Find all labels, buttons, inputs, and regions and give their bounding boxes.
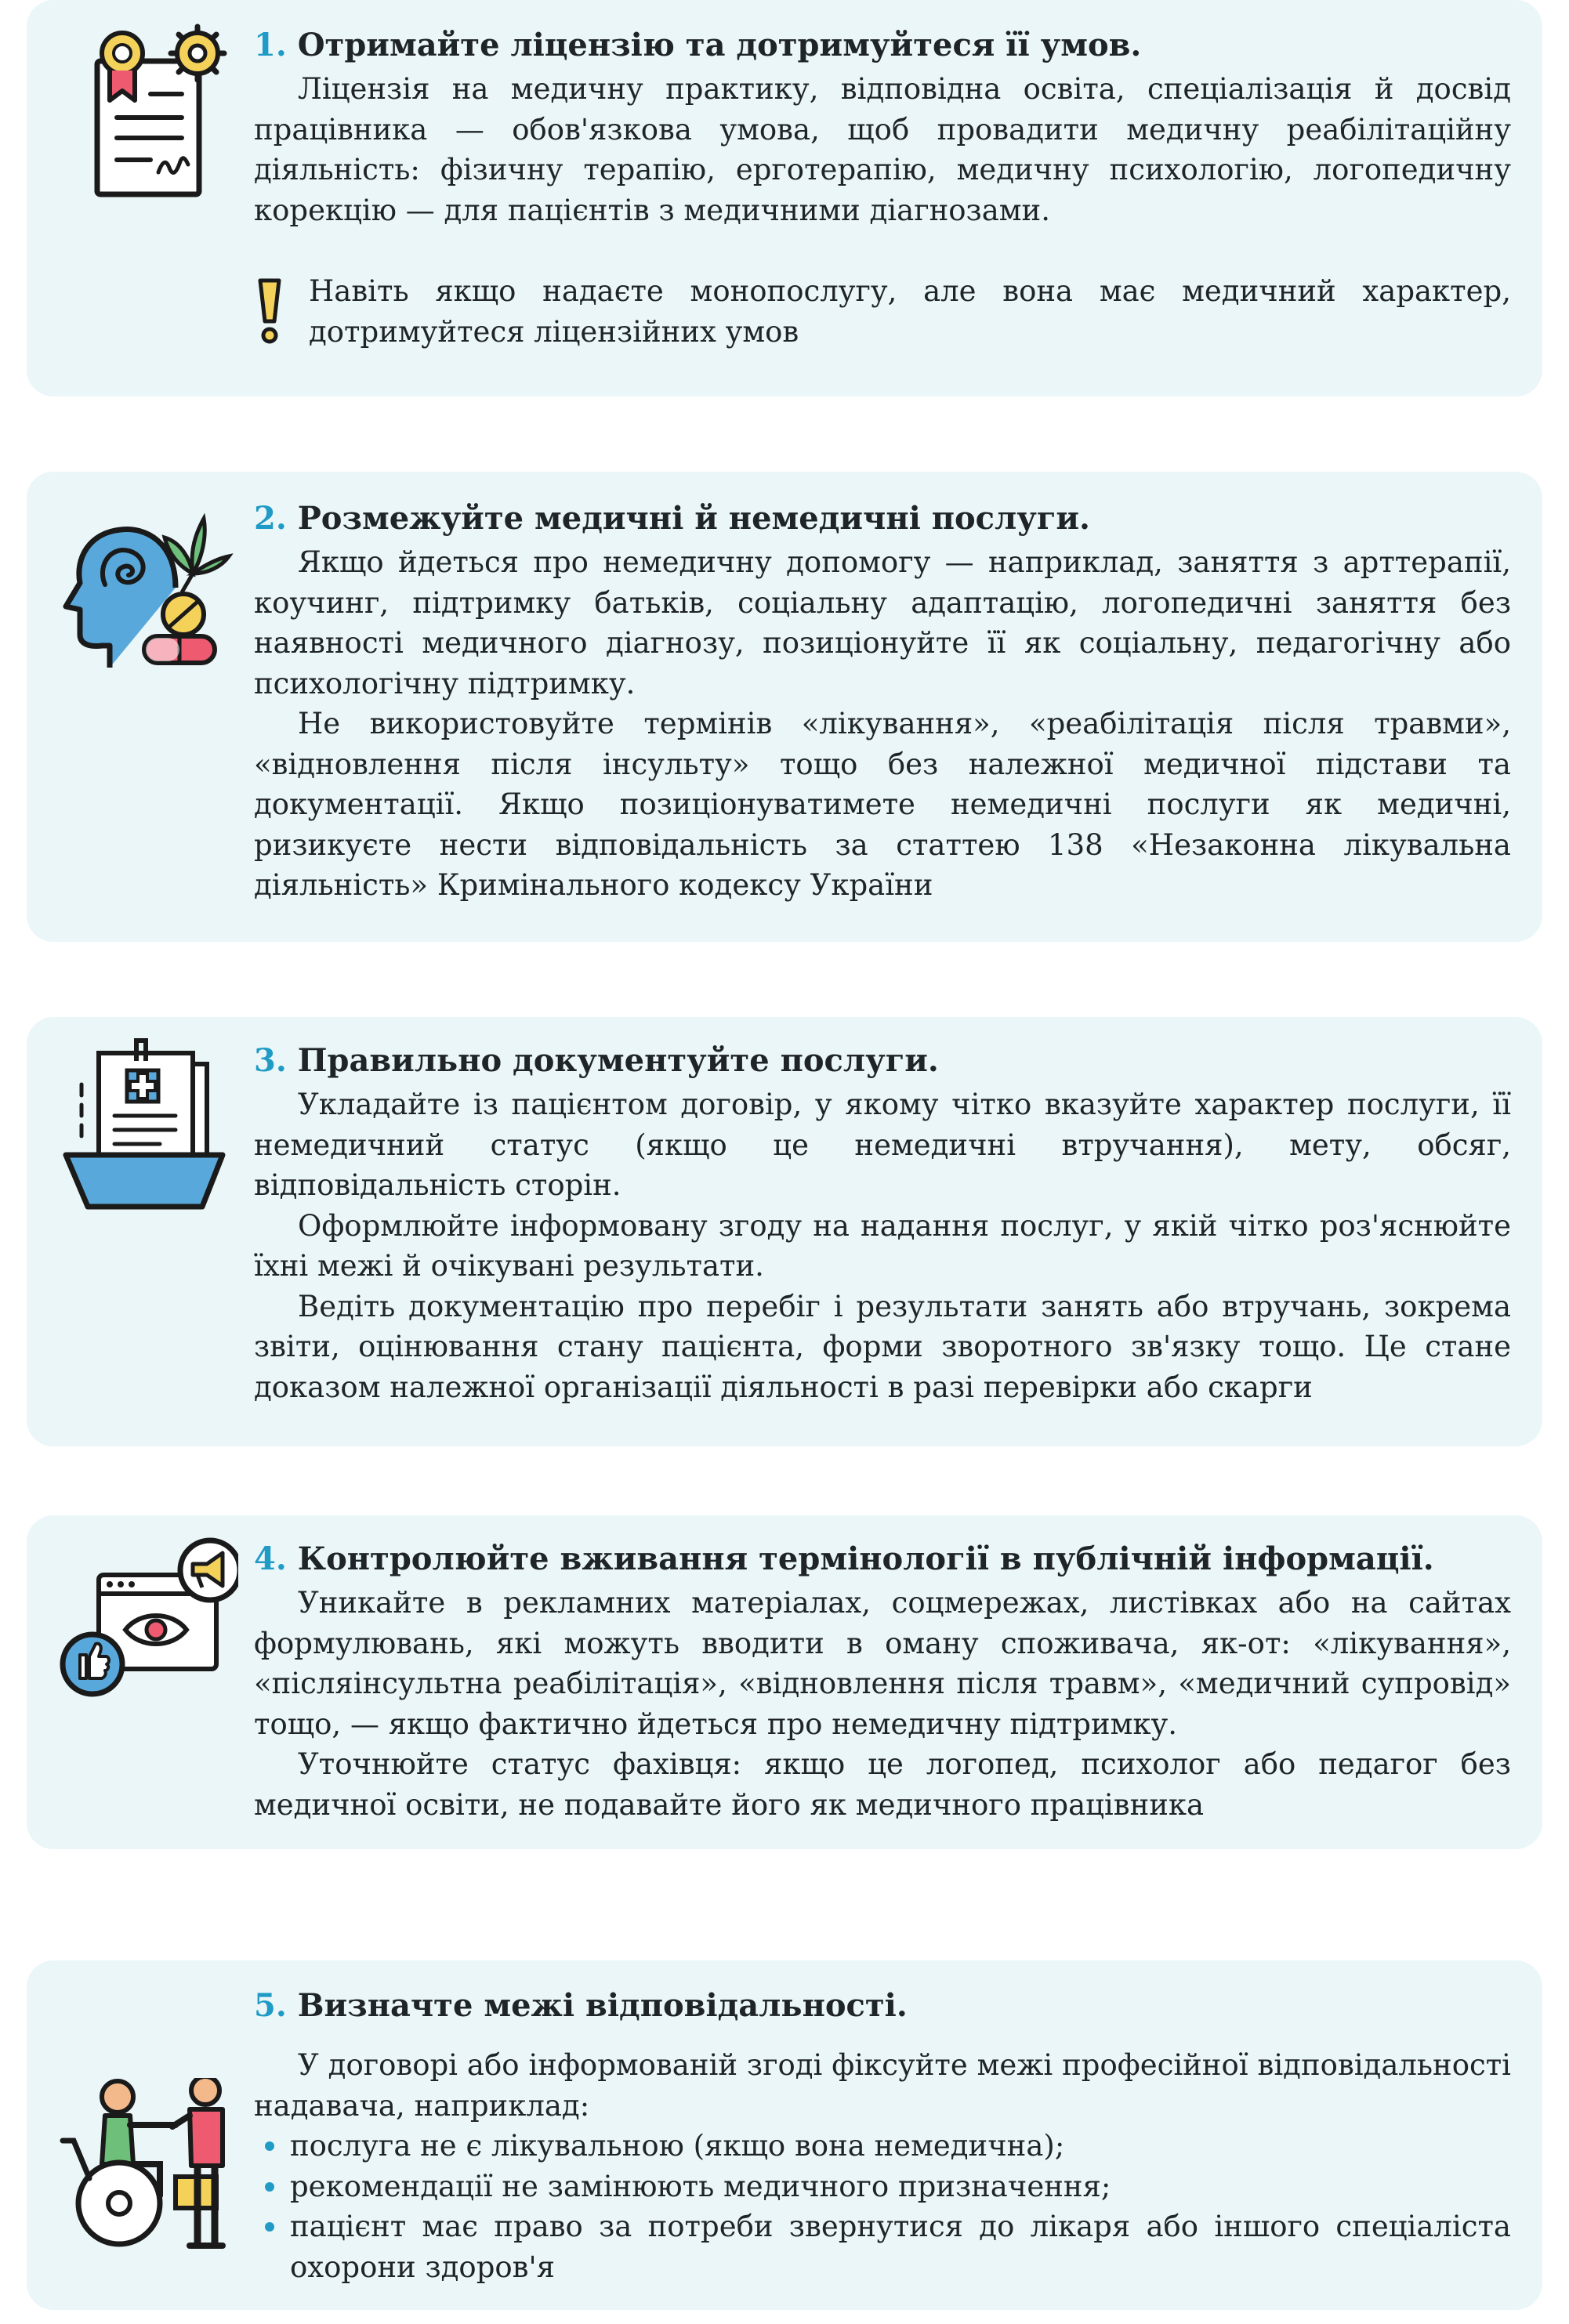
section-1-content — [254, 22, 1511, 352]
section-number: 3. — [254, 1042, 287, 1079]
section-paragraph: Укладайте із пацієнтом договір, у якому чітко вказуйте характер послуги, її немедичний статус (якщо це немедичні втручання), мету, обсяг, відповідальність сторін. — [254, 1088, 1511, 1202]
section-number: 2. — [254, 500, 287, 537]
section-title-text: Визначте межі відповідальності. — [297, 1987, 908, 2024]
mind-herb-pill-icon — [58, 495, 238, 679]
section-5-content — [254, 1982, 1511, 2287]
section-2-card — [27, 472, 1542, 942]
warning-note-text: Навіть якщо надаєте монопослугу, але вона має медичний характер, дотримуйтеся ліцензійних умов — [309, 274, 1511, 349]
warning-note — [254, 271, 1511, 352]
bullet-icon — [265, 2222, 274, 2232]
list-item — [254, 2206, 1511, 2287]
wheelchair-assistance-icon — [58, 2078, 238, 2261]
section-number: 5. — [254, 1987, 287, 2024]
list-item-text: пацієнт має право за потреби звернутися до лікаря або іншого спеціаліста охорони здоров'я — [290, 2210, 1511, 2284]
section-paragraph: Ліцензія на медичну практику, відповідна освіта, спеціалізація й досвід працівника — обов'язкова умова, щоб провадити медичну реабілітаційну діяльність: фізичну терапію, ерготерапію, медичну психологію, логопедичну корекцію — для пацієнтів з медичними діагнозами. — [254, 72, 1511, 227]
section-3-content — [254, 1037, 1511, 1407]
medical-folder-icon — [58, 1037, 238, 1221]
list-item — [254, 2126, 1511, 2167]
exclamation-icon — [254, 276, 285, 346]
section-paragraph: У договорі або інформованій згоді фіксуйте межі професійної відповідальності надавача, наприклад: — [254, 2048, 1511, 2123]
section-3-card — [27, 1017, 1542, 1446]
section-paragraph: Уникайте в рекламних матеріалах, соцмережах, листівках або на сайтах формулювань, які можуть вводити в оману споживача, як-от: «лікування», «післяінсультна реабілітація», «відновлення після травм», «медичний супровід» тощо, — якщо фактично йдеться про немедичну підтримку. — [254, 1586, 1511, 1741]
section-title-text: Контролюйте вживання термінології в публічній інформації. — [297, 1540, 1434, 1577]
section-paragraph: Не використовуйте термінів «лікування», «реабілітація після травми», «відновлення після інсульту» тощо без належної медичної підстави та документації. Якщо позиціонуватимете немедичні послуги як медичні, ризикуєте нести відповідальність за статтею 138 «Незаконна лікувальна діяльність» Кримінального кодексу України — [254, 707, 1511, 902]
section-paragraph: Ведіть документацію про перебіг і результати занять або втручань, зокрема звіти, оцінювання стану пацієнта, форми зворотного зв'язку тощо. Це стане доказом належної організації діяльності в разі перевірки або скарги — [254, 1289, 1511, 1404]
responsibility-list — [254, 2126, 1511, 2287]
section-title — [254, 1982, 1511, 2029]
section-title — [254, 495, 1511, 542]
section-1-card — [27, 0, 1542, 396]
section-title — [254, 1536, 1511, 1583]
section-title — [254, 22, 1511, 69]
web-marketing-icon — [58, 1536, 238, 1719]
section-paragraph: Якщо йдеться про немедичну допомогу — наприклад, заняття з арттерапії, коучинг, підтримку батьків, соціальну адаптацію, логопедичні заняття без наявності медичного діагнозу, позиціонуйте її як соціальну, педагогічну або психологічну підтримку. — [254, 545, 1511, 700]
section-5-card — [27, 1960, 1542, 2310]
bullet-icon — [265, 2141, 274, 2151]
section-title-text: Отримайте ліцензію та дотримуйтеся її умов. — [297, 27, 1142, 63]
list-item-text: рекомендації не замінюють медичного призначення; — [290, 2169, 1111, 2203]
section-title-text: Правильно документуйте послуги. — [297, 1042, 939, 1079]
license-certificate-icon — [58, 22, 230, 205]
bullet-icon — [265, 2182, 274, 2192]
list-item-text: послуга не є лікувальною (якщо вона немедична); — [290, 2129, 1065, 2163]
section-paragraph: Уточнюйте статус фахівця: якщо це логопед, психолог або педагог без медичної освіти, не подавайте його як медичного працівника — [254, 1747, 1511, 1822]
section-4-content — [254, 1536, 1511, 1825]
section-title-text: Розмежуйте медичні й немедичні послуги. — [297, 500, 1090, 537]
section-4-card — [27, 1515, 1542, 1849]
section-number: 1. — [254, 27, 287, 63]
section-2-content — [254, 495, 1511, 906]
list-item — [254, 2167, 1511, 2207]
section-paragraph: Оформлюйте інформовану згоду на надання послуг, у якій чітко роз'яснюйте їхні межі й очікувані результати. — [254, 1208, 1511, 1283]
section-number: 4. — [254, 1540, 287, 1577]
section-title — [254, 1037, 1511, 1084]
